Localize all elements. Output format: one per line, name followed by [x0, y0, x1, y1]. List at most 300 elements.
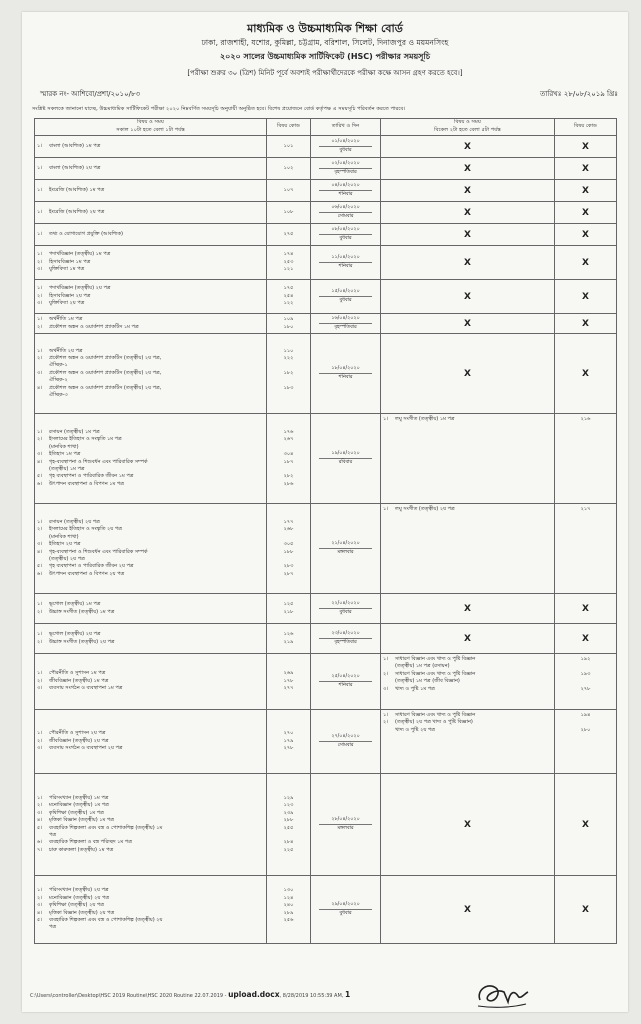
subject-serial: ১। [37, 230, 43, 237]
morning-subjects-cell [35, 280, 267, 314]
table-row [35, 876, 617, 944]
footer-path: C:\Users\controller\Desktop\HSC 2019 Routine\HSC 2020 Routine 22.07.2019 - [30, 993, 229, 999]
subject-name: উৎপাদন ব্যবস্থাপনা ও বিপণন ১ম পত্র [49, 480, 124, 487]
exam-date-cell [311, 774, 381, 876]
subject-code: ১০৮ [283, 208, 294, 215]
afternoon-subjects-cell: X [381, 876, 555, 944]
subject-code: ১৭৫ [283, 285, 294, 292]
morning-codes-cell [267, 334, 311, 414]
afternoon-subjects-cell: X [381, 334, 555, 414]
afternoon-subjects-cell: X [381, 280, 555, 314]
subject-code [269, 466, 308, 473]
subject-serial: ৪। [37, 548, 43, 555]
subject-serial: ১। [37, 518, 43, 525]
subject-line [37, 601, 264, 608]
subject-line [37, 832, 264, 839]
subject-name: সাধারণ বিজ্ঞান এবং খাদ্য ও পুষ্টি বিজ্ঞান [395, 656, 476, 662]
subject-code: ১৯৪ [580, 712, 591, 718]
table-row [35, 158, 617, 180]
morning-codes-cell [267, 710, 311, 774]
table-row [35, 136, 617, 158]
exam-date: ১৫/০৪/২০২০ [319, 288, 372, 297]
afternoon-codes-cell [555, 504, 617, 594]
subject-serial: ১। [37, 285, 43, 292]
footer-timestamp: , 8/28/2019 10:55:39 AM, [279, 993, 344, 999]
subject-name: প্রকৌশল অঙ্কন ও ওয়ার্কশপ প্র্যাকটিস (তত্ত্বীয়) ২য় পত্র, [49, 384, 162, 391]
subject-code: ১৮৮ [283, 548, 294, 555]
exam-day: বৃহস্পতিবার [334, 170, 357, 175]
subject-code: ২১৬ [580, 416, 591, 422]
subject-name: অর্থনীতি ২য় পত্র [49, 347, 83, 354]
subject-name: পদার্থবিজ্ঞান (তত্ত্বীয়) ১ম পত্র [49, 251, 111, 258]
subject-code: ২৭৭ [283, 685, 294, 692]
morning-codes-cell [267, 654, 311, 710]
subject-code: ১৮৩ [283, 384, 294, 391]
exam-date: ১৯/০৪/২০২০ [319, 450, 372, 459]
exam-day: শনিবার [338, 264, 353, 269]
morning-codes-cell [267, 280, 311, 314]
subject-code: ১৭৬ [283, 428, 294, 435]
afternoon-subject-line [383, 727, 552, 734]
subject-name: জীববিজ্ঞান (তত্ত্বীয়) ১ম পত্র [49, 677, 109, 684]
morning-codes-cell [267, 136, 311, 158]
exam-day: মঙ্গলবার [337, 826, 354, 831]
afternoon-subject-line [383, 678, 552, 685]
subject-serial: ১। [383, 712, 389, 718]
subject-name: ইংরেজি (আবশ্যিক) ২য় পত্র [49, 208, 105, 215]
subject-line [37, 534, 264, 541]
subject-serial: ৩। [37, 541, 43, 548]
subject-name: মনোবিজ্ঞান (তত্ত্বীয়) ১ম পত্র [49, 802, 109, 809]
afternoon-subjects-cell [381, 414, 555, 504]
subject-name: অর্থনীতি ১ম পত্র [49, 316, 83, 323]
subject-line [37, 348, 264, 355]
table-row [35, 654, 617, 710]
subject-serial: ২। [37, 608, 43, 615]
subject-line [37, 187, 264, 194]
subject-code: ১৭৭ [283, 518, 294, 525]
subject-line [37, 519, 264, 526]
subject-serial: ২। [37, 323, 43, 330]
subject-code [269, 534, 308, 541]
exam-date-cell [311, 624, 381, 654]
subject-line [37, 917, 264, 924]
exam-date: ২৫/০৪/২০২০ [319, 673, 372, 682]
subject-serial: ১। [37, 670, 43, 677]
exam-day: বুধবার [339, 298, 352, 303]
subject-serial: ১। [37, 316, 43, 323]
subject-name: গৃহ ব্যবস্থাপনা ও পারিবারিক জীবন ১ম পত্র [49, 473, 134, 480]
subject-name: মৃত্তিকা বিজ্ঞান (তত্ত্বীয়) ২য় পত্র [49, 909, 115, 916]
header-morning: বিষয় ও সময় সকাল ১০টা হতে বেলা ১টা পর্যন্ত [35, 119, 267, 136]
afternoon-codes-cell: X [555, 158, 617, 180]
subject-code [269, 832, 308, 839]
subject-name: (মানবিক শাখা) [49, 533, 79, 540]
afternoon-subject-line [383, 506, 552, 513]
exam-date-cell [311, 876, 381, 944]
subject-name: পৌরনীতি ও সুশাসন ১ম পত্র [49, 670, 106, 677]
exam-date: ২১/০৪/২০২০ [319, 540, 372, 549]
subject-name: (তত্ত্বীয়) ২য় পত্র খাদ্য ও পুষ্টি বিজ্ঞান) [395, 719, 473, 726]
exam-date: ১৬/০৪/২০২০ [319, 315, 372, 324]
afternoon-subjects-cell: X [381, 136, 555, 158]
subject-serial: ৩। [37, 685, 43, 692]
subject-code: ১০১ [283, 142, 294, 149]
exam-day: সোমবার [337, 743, 354, 748]
subject-name: মৃত্তিকা বিজ্ঞান (তত্ত্বীয়) ১ম পত্র [49, 817, 114, 824]
header-code-afternoon: বিষয় কোড [555, 119, 617, 136]
subject-name: (মানবিক শাখা) [49, 443, 79, 450]
subject-line [37, 541, 264, 548]
afternoon-subjects-cell: X [381, 224, 555, 246]
exam-date: ০৪/০৪/২০২০ [319, 182, 372, 191]
subject-name: হিসাববিজ্ঞান ২য় পত্র [49, 292, 91, 299]
table-row [35, 334, 617, 414]
subject-code: ২৪০ [283, 902, 294, 909]
morning-codes-cell [267, 180, 311, 202]
subject-line [37, 251, 264, 258]
table-row [35, 710, 617, 774]
subject-serial: ২। [37, 894, 43, 901]
subject-line [37, 362, 264, 369]
subject-line [37, 670, 264, 677]
subject-code: ১৭৮ [283, 677, 294, 684]
subject-code: ২৮৮ [283, 817, 294, 824]
subject-name: সাধারণ বিজ্ঞান এবং খাদ্য ও পুষ্টি বিজ্ঞান [395, 712, 476, 718]
subject-code: ১৯২ [580, 656, 591, 662]
subject-line [37, 631, 264, 638]
subject-serial: ৪। [37, 458, 43, 465]
morning-subjects-cell [35, 774, 267, 876]
subject-name: (তত্ত্বীয়) ২য় পত্র [49, 555, 85, 562]
subject-serial: ২। [37, 258, 43, 265]
subject-serial: ৫। [37, 824, 43, 831]
subject-name: প্রকৌশল অঙ্কন ও ওয়ার্কশপ প্র্যাকটিস (তত্ত্বীয়) ২য় পত্র, [49, 369, 162, 376]
subject-serial: ৩। [37, 809, 43, 816]
subject-line [37, 745, 264, 752]
subject-serial: ২। [37, 677, 43, 684]
subject-name: বাংলা (আবশ্যিক) ১ম পত্র [49, 142, 101, 149]
subject-serial: ১। [37, 730, 43, 737]
table-header-row [35, 119, 617, 136]
subject-line [37, 459, 264, 466]
afternoon-subjects-cell: X [381, 624, 555, 654]
subject-serial: ১। [383, 656, 389, 662]
table-row [35, 280, 617, 314]
exam-day: শনিবার [338, 375, 353, 380]
subject-code: ১২১ [283, 266, 294, 273]
subject-serial: ২। [37, 638, 43, 645]
subject-code: ২৬৭ [283, 436, 294, 443]
exam-date: ১১/০৪/২০২০ [319, 254, 372, 263]
subject-line [37, 266, 264, 273]
subject-line [37, 924, 264, 931]
subject-serial: ৩। [383, 685, 389, 692]
morning-subjects-cell [35, 180, 267, 202]
memo-number: স্মারক নং- আশিবো/প্রশা/২০১০/৮৩ [40, 90, 141, 98]
morning-subjects-cell [35, 710, 267, 774]
subject-line [37, 847, 264, 854]
subject-line [37, 231, 264, 238]
subject-code: ১২২ [283, 300, 294, 307]
afternoon-codes-cell [555, 414, 617, 504]
subject-line [37, 609, 264, 616]
afternoon-codes-cell: X [555, 280, 617, 314]
morning-codes-cell [267, 202, 311, 224]
afternoon-codes-cell: X [555, 246, 617, 280]
exam-date-cell [311, 654, 381, 710]
exam-day: মঙ্গলবার [337, 550, 354, 555]
subject-name: খাদ্য ও পুষ্টি ২য় পত্র [395, 726, 435, 733]
afternoon-subject-line [383, 719, 552, 726]
subject-name: ঐচ্ছিক-২ [49, 377, 68, 384]
subject-line [37, 685, 264, 692]
subject-code: ২৫৩ [283, 258, 294, 265]
morning-codes-cell [267, 594, 311, 624]
subject-code: ৩০৫ [283, 541, 294, 548]
subject-code: ১০৯ [283, 316, 294, 323]
subject-code: ২৭৫ [283, 230, 294, 237]
table-row [35, 774, 617, 876]
subject-name: ব্যবসায় সংগঠন ও ব্যবস্থাপনা ২য় পত্র [49, 745, 123, 752]
afternoon-subjects-cell: X [381, 180, 555, 202]
afternoon-codes-cell [555, 710, 617, 774]
afternoon-codes-cell: X [555, 594, 617, 624]
subject-name: বাংলা (আবশ্যিক) ২য় পত্র [49, 164, 101, 171]
exam-date-cell [311, 158, 381, 180]
subject-line [37, 293, 264, 300]
subject-line [37, 436, 264, 443]
exam-day: শনিবার [338, 192, 353, 197]
subject-code: ১২৪ [283, 894, 294, 901]
afternoon-subjects-cell: X [381, 314, 555, 334]
footer-filename: upload.docx [228, 990, 280, 999]
subject-serial: ৪। [37, 817, 43, 824]
subject-code: ২৮০ [580, 726, 591, 733]
afternoon-subjects-cell [381, 710, 555, 774]
subject-line [37, 385, 264, 392]
subject-serial: ১। [37, 186, 43, 193]
subject-code: ২১৯ [283, 638, 294, 645]
morning-codes-cell [267, 774, 311, 876]
table-row [35, 414, 617, 504]
subject-line [37, 563, 264, 570]
subject-code: ১৭৯ [283, 737, 294, 744]
morning-subjects-cell [35, 334, 267, 414]
subject-code: ১২৯ [283, 794, 294, 801]
exam-date: ০১/০৪/২০২০ [319, 138, 372, 147]
subject-code: ২৬৯ [283, 670, 294, 677]
exam-date-cell [311, 224, 381, 246]
subject-line [37, 639, 264, 646]
subject-line [37, 370, 264, 377]
exam-day: বৃহস্পতিবার [334, 325, 357, 330]
subject-name: কৃষিশিক্ষা (তত্ত্বীয়) ১ম পত্র [49, 809, 104, 816]
subject-name: জীববিজ্ঞান (তত্ত্বীয়) ২য় পত্র [49, 737, 109, 744]
table-row [35, 504, 617, 594]
subject-code [557, 663, 614, 670]
table-row [35, 594, 617, 624]
subject-name: কৃষিশিক্ষা (তত্ত্বীয়) ২য় পত্র [49, 902, 104, 909]
subject-code: ১৮০ [283, 323, 294, 330]
subject-name: গৃহ ব্যবস্থাপনা ও পারিবারিক জীবন ২য় পত্র [49, 563, 134, 570]
subject-serial: ১। [37, 208, 43, 215]
exam-date: ২৯/০৪/২০২০ [319, 901, 372, 910]
signature-image [474, 978, 532, 1012]
subject-name: রসায়ন (তত্ত্বীয়) ১ম পত্র [49, 428, 100, 435]
subject-line [37, 526, 264, 533]
subject-serial: ১। [37, 142, 43, 149]
exam-date-cell [311, 246, 381, 280]
subject-name: যুক্তিবিদ্যা ১ম পত্র [49, 266, 85, 273]
subject-serial: ৪। [37, 384, 43, 391]
subject-line [37, 895, 264, 902]
subject-line [37, 355, 264, 362]
subject-name: চারু কারুকলা (তত্ত্বীয়) ১ম পত্র [49, 846, 114, 853]
table-row [35, 246, 617, 280]
morning-codes-cell [267, 876, 311, 944]
subject-name: ইংরেজি (আবশ্যিক) ১ম পত্র [49, 186, 105, 193]
subject-name: ইতিহাস ১ম পত্র [49, 451, 81, 458]
subject-name: ভূগোল (তত্ত্বীয়) ১ম পত্র [49, 601, 101, 608]
subject-line [37, 392, 264, 399]
subject-code [269, 444, 308, 451]
subject-name: (তত্ত্বীয়) ১ম পত্র (জীব বিজ্ঞান) [395, 678, 460, 685]
afternoon-codes-cell: X [555, 876, 617, 944]
morning-codes-cell [267, 414, 311, 504]
morning-subjects-cell [35, 654, 267, 710]
exam-date: ০৮/০৪/২০২০ [319, 226, 372, 235]
subject-line [37, 802, 264, 809]
subject-code: ২৮৬ [283, 480, 294, 487]
subject-code: ১০৭ [283, 186, 294, 193]
subject-code [269, 377, 308, 384]
morning-codes-cell [267, 624, 311, 654]
subject-line [37, 143, 264, 150]
afternoon-subjects-cell: X [381, 202, 555, 224]
subject-code: ২৮৭ [283, 570, 294, 577]
subject-code: ১৭৪ [283, 251, 294, 258]
subject-name: যুক্তিবিদ্যা ২য় পত্র [49, 300, 85, 307]
subject-name: উচ্চাঙ্গ সংগীত (তত্ত্বীয়) ২য় পত্র [49, 638, 115, 645]
subject-code: ২৭৮ [283, 745, 294, 752]
subject-name: গৃহ-ব্যবস্থাপনা ও শিশুবর্ধন এবং পারিবারিক সম্পর্ক [49, 458, 148, 465]
footer-page-number: 1 [344, 990, 351, 999]
subject-code [557, 678, 614, 685]
subject-code: ২১৮ [283, 608, 294, 615]
subject-code: ১৮২ [283, 369, 294, 376]
subject-code: ১২৩ [283, 802, 294, 809]
subject-code: ১৩০ [283, 887, 294, 894]
subject-name: ঐচ্ছিক-৩ [49, 392, 68, 399]
morning-subjects-cell [35, 314, 267, 334]
morning-subjects-cell [35, 202, 267, 224]
afternoon-codes-cell: X [555, 224, 617, 246]
subject-code [269, 362, 308, 369]
afternoon-subjects-cell [381, 504, 555, 594]
morning-codes-cell [267, 314, 311, 334]
subject-code: ২৫৪ [283, 292, 294, 299]
morning-codes-cell [267, 158, 311, 180]
subject-code [269, 392, 308, 399]
subject-serial: ৫। [37, 916, 43, 923]
exam-date: ২৩/০৪/২০২০ [319, 630, 372, 639]
exam-date: ২২/০৪/২০২০ [319, 600, 372, 609]
subject-name: পত্র [49, 924, 57, 931]
header-afternoon: বিষয় ও সময় বিকেল ২টা হতে বেলা ৫টা পর্যন্ত [381, 119, 555, 136]
morning-subjects-cell [35, 246, 267, 280]
document-footer [30, 990, 350, 999]
exam-day: বুধবার [339, 610, 352, 615]
exam-date-cell [311, 136, 381, 158]
subject-name: পৌরনীতি ও সুশাসন ২য় পত্র [49, 730, 106, 737]
afternoon-codes-cell: X [555, 774, 617, 876]
exam-date-cell [311, 710, 381, 774]
subject-name: হিসাববিজ্ঞান ১ম পত্র [49, 258, 91, 265]
morning-subjects-cell [35, 136, 267, 158]
memo-date: তারিখঃ ২৮/০৮/২০১৯ খ্রিঃ [540, 90, 618, 98]
subject-line [37, 451, 264, 458]
subject-name: উচ্চাঙ্গ সংগীত (তত্ত্বীয়) ১ম পত্র [49, 608, 115, 615]
exam-day: বুধবার [339, 911, 352, 916]
exam-schedule-table [34, 118, 617, 944]
subject-serial: ৬। [37, 480, 43, 487]
subject-serial: ২। [37, 737, 43, 744]
exam-instruction: [পরীক্ষা শুরুর ৩০ (ত্রিশ) মিনিট পূর্বে অবশ্যই পরীক্ষার্থীদেরকে পরীক্ষা কক্ষে আসন গ্রহণ করতে হবে।] [187, 69, 463, 77]
subject-line [37, 377, 264, 384]
subject-code: ২৫৫ [283, 824, 294, 831]
afternoon-codes-cell: X [555, 136, 617, 158]
exam-day: বুধবার [339, 236, 352, 241]
subject-name: ঐচ্ছিক-১ [49, 362, 68, 369]
subject-serial: ১। [37, 794, 43, 801]
afternoon-subjects-cell: X [381, 774, 555, 876]
subject-name: পরিসংখ্যান (তত্ত্বীয়) ২য় পত্র [49, 887, 109, 894]
table-row [35, 224, 617, 246]
subject-name: ইতিহাস ২য় পত্র [49, 541, 81, 548]
subject-line [37, 324, 264, 331]
subject-name: মনোবিজ্ঞান (তত্ত্বীয়) ২য় পত্র [49, 894, 110, 901]
subject-line [37, 316, 264, 323]
afternoon-codes-cell: X [555, 180, 617, 202]
subject-line [37, 209, 264, 216]
subject-serial: ৭। [37, 846, 43, 853]
subject-serial: ২। [37, 436, 43, 443]
subject-name: ইসলামের ইতিহাস ও সংস্কৃতি ১ম পত্র [49, 436, 122, 443]
subject-serial: ১। [37, 887, 43, 894]
subject-serial: ১। [37, 347, 43, 354]
subject-line [37, 429, 264, 436]
exam-day: শনিবার [338, 683, 353, 688]
subject-name: গৃহ-ব্যবস্থাপনা ও শিশুবর্ধন এবং পারিবারিক সম্পর্ক [49, 548, 148, 555]
subject-serial: ৫। [37, 473, 43, 480]
exam-date-cell [311, 180, 381, 202]
exam-date-cell [311, 334, 381, 414]
morning-codes-cell [267, 246, 311, 280]
subject-serial: ১। [383, 416, 389, 422]
subject-line [37, 810, 264, 817]
subject-serial: ৩। [37, 300, 43, 307]
morning-subjects-cell [35, 414, 267, 504]
afternoon-subjects-cell [381, 654, 555, 710]
subject-line [37, 887, 264, 894]
subject-line [37, 444, 264, 451]
subject-serial: ৬। [37, 570, 43, 577]
subject-line [37, 300, 264, 307]
subject-serial: ৫। [37, 563, 43, 570]
afternoon-subject-line [383, 686, 552, 693]
exam-day: সোমবার [337, 214, 354, 219]
